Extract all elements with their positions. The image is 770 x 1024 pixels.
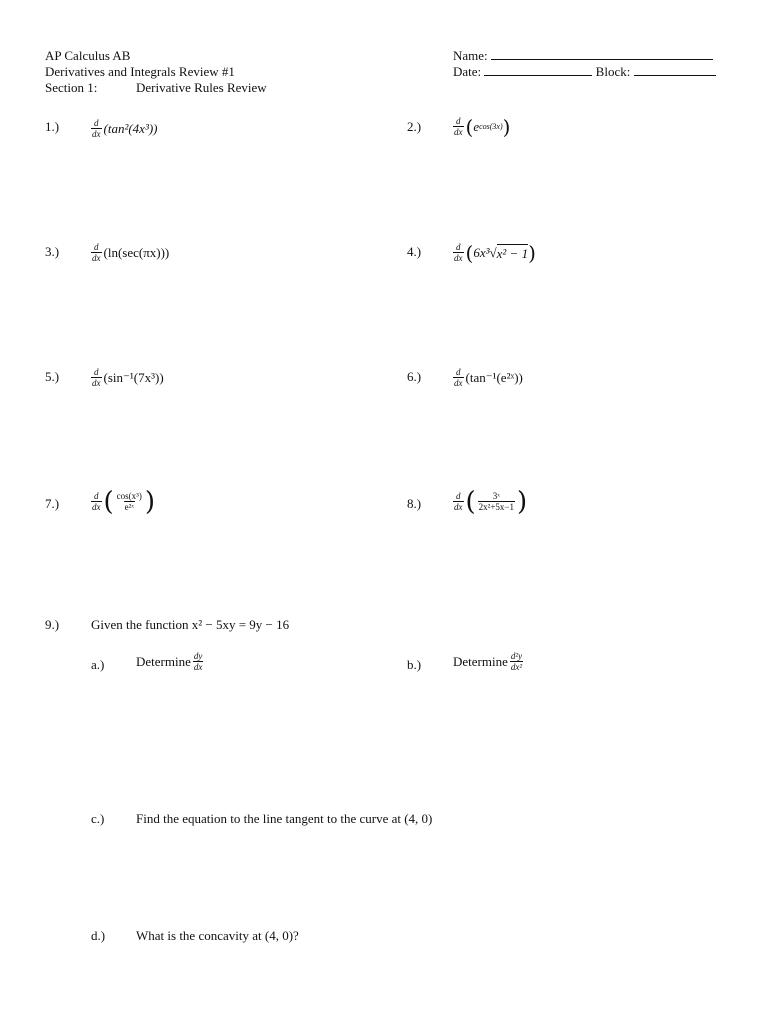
problem-9-number: 9.) bbox=[45, 617, 60, 632]
problem-7-expression: $\frac{d}{dx}$ ( $\frac{\text{cos(x³)}}{\text{e²ˣ}}$ ) bbox=[92, 486, 156, 517]
ddx-operator: $\frac{d}{dx}$ bbox=[92, 367, 101, 388]
problem-8-expression: $\frac{d}{dx}$ ( $\frac{\text{3ˣ}}{\text{2x²+5x−1}}$ ) bbox=[454, 486, 528, 517]
block-label: Block: bbox=[595, 64, 631, 79]
dy-dx-fraction: $\frac{dy}{dx}$ bbox=[193, 651, 203, 672]
name-field bbox=[453, 48, 713, 64]
section-name: Derivative Rules Review bbox=[136, 80, 267, 95]
problem-3-expression: $\frac{d}{dx}$ (ln(sec(πx))) bbox=[92, 242, 170, 263]
part-a-prompt: Determine $\frac{dy}{dx}$ bbox=[136, 651, 203, 672]
part-d-label: d.) bbox=[91, 928, 106, 943]
d2y-dx2-fraction: $\frac{\text{d²y}}{\text{dx²}}$ bbox=[510, 651, 523, 672]
problem-4-number: 4.) bbox=[407, 244, 422, 259]
problem-5-number: 5.) bbox=[45, 369, 60, 384]
problem-8-number: 8.) bbox=[407, 496, 422, 511]
quotient: $\frac{\text{3ˣ}}{\text{2x²+5x−1}}$ bbox=[478, 491, 515, 512]
date-block-field bbox=[453, 64, 716, 80]
part-c-label: c.) bbox=[91, 811, 105, 826]
ddx-operator: $\frac{d}{dx}$ bbox=[454, 116, 463, 137]
problem-4-expression: $\frac{d}{dx}$ ( 6x³ √ x² − 1 ) bbox=[454, 240, 536, 265]
problem-9-stem: Given the function x² − 5xy = 9y − 16 bbox=[91, 617, 290, 632]
name-label: Name: bbox=[453, 48, 488, 63]
part-b-prompt: Determine $\frac{\text{d²y}}{\text{dx²}}$ bbox=[453, 651, 523, 672]
part-d-text: What is the concavity at (4, 0)? bbox=[136, 928, 299, 943]
problem-3-number: 3.) bbox=[45, 244, 60, 259]
part-c-text: Find the equation to the line tangent to the curve at (4, 0) bbox=[136, 811, 433, 826]
ddx-operator: $\frac{d}{dx}$ bbox=[92, 242, 101, 263]
ddx-operator: $\frac{d}{dx}$ bbox=[454, 491, 463, 512]
worksheet-title: Derivatives and Integrals Review #1 bbox=[45, 64, 235, 79]
block-blank[interactable] bbox=[634, 64, 716, 76]
date-blank[interactable] bbox=[484, 64, 592, 76]
problem-6-number: 6.) bbox=[407, 369, 422, 384]
name-blank[interactable] bbox=[491, 48, 713, 60]
problem-2-expression: $\frac{d}{dx}$ ( e cos(3x) ) bbox=[454, 114, 511, 139]
sqrt-sign: √ bbox=[489, 244, 497, 260]
course-title: AP Calculus AB bbox=[45, 48, 131, 63]
section-label: Section 1: bbox=[45, 80, 98, 95]
problem-1-number: 1.) bbox=[45, 119, 60, 134]
ddx-operator: $\frac{d}{dx}$ bbox=[454, 242, 463, 263]
problem-5-expression: $\frac{d}{dx}$ (sin⁻¹(7x³)) bbox=[92, 367, 164, 388]
date-label: Date: bbox=[453, 64, 482, 79]
part-b-label: b.) bbox=[407, 657, 422, 672]
ddx-operator: $\frac{d}{dx}$ bbox=[92, 491, 101, 512]
part-a-label: a.) bbox=[91, 657, 105, 672]
problem-2-number: 2.) bbox=[407, 119, 422, 134]
problem-6-expression: $\frac{d}{dx}$ (tan⁻¹(e²ˣ)) bbox=[454, 367, 523, 388]
problem-1-expression: $\frac{d}{dx}$ (tan²(4x³)) bbox=[92, 118, 158, 139]
quotient: $\frac{\text{cos(x³)}}{\text{e²ˣ}}$ bbox=[116, 491, 142, 512]
ddx-operator: $\frac{d}{dx}$ bbox=[92, 118, 101, 139]
problem-7-number: 7.) bbox=[45, 496, 60, 511]
ddx-operator: $\frac{d}{dx}$ bbox=[454, 367, 463, 388]
